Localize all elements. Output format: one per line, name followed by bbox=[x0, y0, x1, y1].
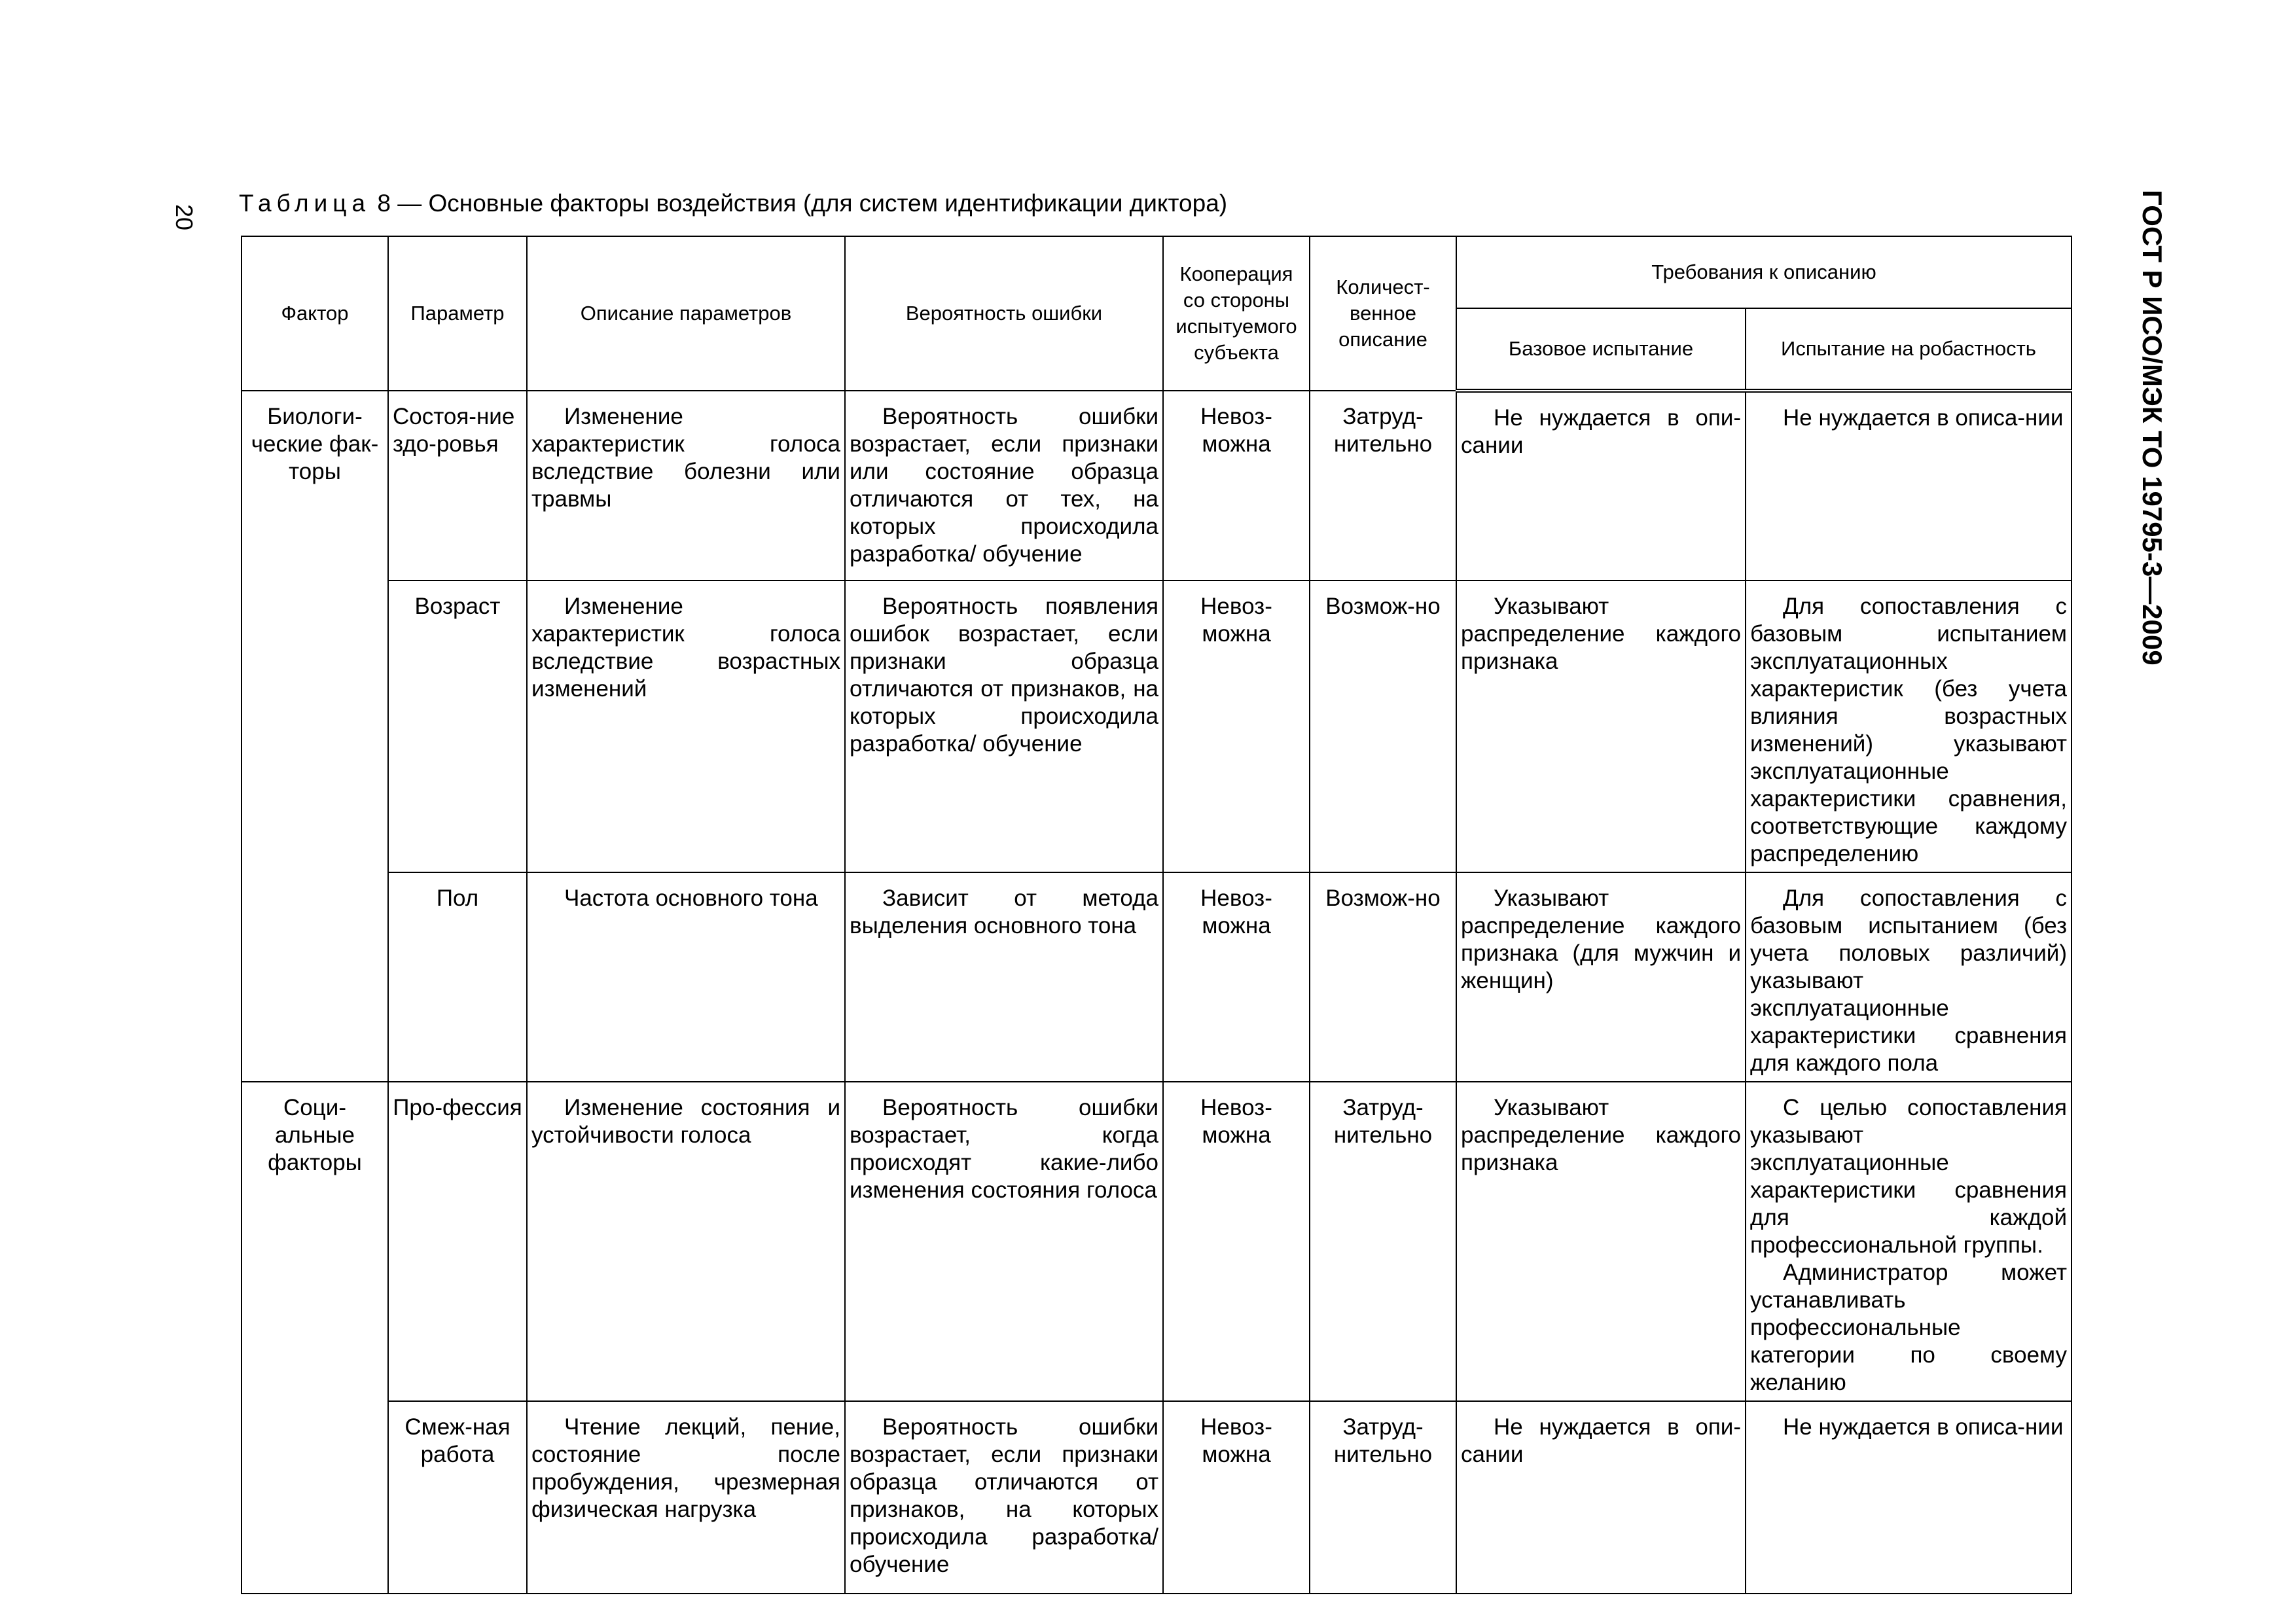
cooperation-cell: Невоз-можна bbox=[1163, 580, 1310, 872]
table-row bbox=[242, 872, 2072, 1082]
page-number: 20 bbox=[171, 204, 198, 231]
quantitative-cell: Затруд-нительно bbox=[1310, 391, 1456, 580]
table-caption-label: Таблица bbox=[239, 190, 371, 217]
description-cell: Изменение состояния и устойчивости голоса bbox=[527, 1082, 845, 1401]
header-param-description: Описание параметров bbox=[527, 236, 845, 391]
description-cell: Изменение характеристик голоса вследствие возрастных изменений bbox=[527, 580, 845, 872]
header-quantitative: Количест-венное описание bbox=[1310, 236, 1456, 391]
robustness-test-cell: Для сопоставления с базовым испытанием эксплуатационных характеристик (без учета влияния возрастных изменений) указывают эксплуатационные характеристики сравнения, соответствующие каждому распределению bbox=[1746, 580, 2072, 872]
robustness-text-2: Администратор может устанавливать профессиональные категории по своему желанию bbox=[1750, 1260, 2067, 1395]
table-row bbox=[242, 580, 2072, 872]
quantitative-cell: Возмож-но bbox=[1310, 580, 1456, 872]
basic-test-cell: Не нуждается в опи-сании bbox=[1456, 391, 1746, 580]
error-cell: Вероятность ошибки возрастает, если признаки или состояние образца отличаются от тех, на которых происходила разработка/ обучение bbox=[845, 391, 1163, 580]
parameter-cell: Пол bbox=[388, 872, 527, 1082]
parameter-cell: Возраст bbox=[388, 580, 527, 872]
document-code: ГОСТ Р ИСО/МЭК ТО 19795-3—2009 bbox=[2137, 190, 2168, 666]
basic-test-cell: Не нуждается в опи-сании bbox=[1456, 1401, 1746, 1594]
description-cell: Изменение характеристик голоса вследствие болезни или травмы bbox=[527, 391, 845, 580]
header-robustness-test: Испытание на робастность bbox=[1746, 308, 2072, 391]
description-cell: Частота основного тона bbox=[527, 872, 845, 1082]
cooperation-cell: Невоз-можна bbox=[1163, 391, 1310, 580]
factor-cell: Биологи-ческие фак-торы bbox=[242, 391, 388, 1082]
table-caption bbox=[239, 190, 1227, 217]
basic-test-cell: Указывают распределение каждого признака (для мужчин и женщин) bbox=[1456, 872, 1746, 1082]
parameter-cell: Состоя-ние здо-ровья bbox=[388, 391, 527, 580]
quantitative-cell: Затруд-нительно bbox=[1310, 1082, 1456, 1401]
cooperation-cell: Невоз-можна bbox=[1163, 1082, 1310, 1401]
header-cooperation: Кооперация со стороны испытуемого субъекта bbox=[1163, 236, 1310, 391]
factors-table bbox=[241, 236, 2072, 1594]
parameter-cell: Про-фессия bbox=[388, 1082, 527, 1401]
robustness-test-cell: Не нуждается в описа-нии bbox=[1746, 1401, 2072, 1594]
quantitative-cell: Затруд-нительно bbox=[1310, 1401, 1456, 1594]
header-basic-test: Базовое испытание bbox=[1456, 308, 1746, 391]
description-cell: Чтение лекций, пение, состояние после пробуждения, чрезмерная физическая нагрузка bbox=[527, 1401, 845, 1594]
header-parameter: Параметр bbox=[388, 236, 527, 391]
basic-test-cell: Указывают распределение каждого признака bbox=[1456, 580, 1746, 872]
table-row bbox=[242, 1082, 2072, 1401]
header-error-probability: Вероятность ошибки bbox=[845, 236, 1163, 391]
error-cell: Зависит от метода выделения основного тона bbox=[845, 872, 1163, 1082]
robustness-text-1: С целью сопоставления указывают эксплуатационные характеристики сравнения для каждой профессиональной группы. bbox=[1750, 1095, 2067, 1258]
error-cell: Вероятность ошибки возрастает, когда происходят какие-либо изменения состояния голоса bbox=[845, 1082, 1163, 1401]
error-cell: Вероятность появления ошибок возрастает, если признаки образца отличаются от признаков, на которых происходила разработка/ обучение bbox=[845, 580, 1163, 872]
cooperation-cell: Невоз-можна bbox=[1163, 1401, 1310, 1594]
quantitative-cell: Возмож-но bbox=[1310, 872, 1456, 1082]
table-header-row-1 bbox=[242, 236, 2072, 308]
robustness-test-cell: Не нуждается в описа-нии bbox=[1746, 391, 2072, 580]
basic-test-cell: Указывают распределение каждого признака bbox=[1456, 1082, 1746, 1401]
robustness-test-cell bbox=[1746, 1082, 2072, 1401]
parameter-cell: Смеж-ная работа bbox=[388, 1401, 527, 1594]
factor-cell: Соци-альные факторы bbox=[242, 1082, 388, 1594]
table-row bbox=[242, 391, 2072, 580]
header-requirements: Требования к описанию bbox=[1456, 236, 2072, 308]
header-factor: Фактор bbox=[242, 236, 388, 391]
table-row bbox=[242, 1401, 2072, 1594]
cooperation-cell: Невоз-можна bbox=[1163, 872, 1310, 1082]
robustness-test-cell: Для сопоставления с базовым испытанием (без учета половых различий) указывают эксплуатационные характеристики сравнения для каждого пола bbox=[1746, 872, 2072, 1082]
error-cell: Вероятность ошибки возрастает, если признаки образца отличаются от признаков, на которых происходила разработка/ обучение bbox=[845, 1401, 1163, 1594]
table-caption-title: 8 — Основные факторы воздействия (для систем идентификации диктора) bbox=[370, 190, 1228, 217]
